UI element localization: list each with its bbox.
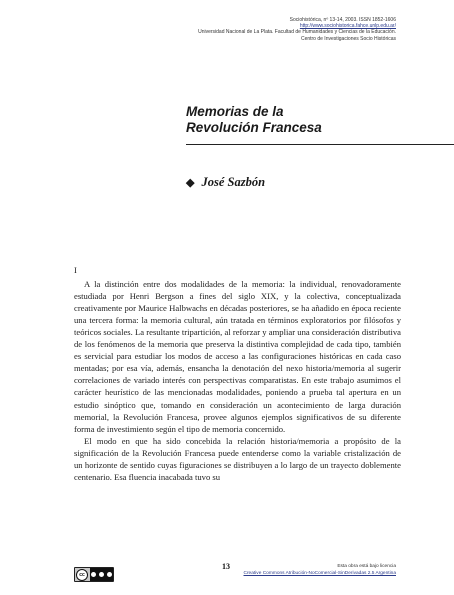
diamond-bullet-icon: ◆	[186, 177, 195, 189]
license-intro: Esta obra está bajo licencia	[337, 564, 396, 569]
attribution-icon	[91, 572, 96, 577]
body-paragraph-1: A la distinción entre dos modalidades de la memoria: la individual, renovadoramente estudiada por Henri Bergson a fines del siglo XIX, y la colectiva, conceptualizada creativamente por Maurice Halbwachs en décadas posteriores, se ha añadido en época reciente una tercera forma: la memoria cultural, aún tratada en términos exploratorios por filósofos y teóricos sociales. La resultante tripartición, al reforzar y ampliar una consideración distributiva de los fenómenos de la memoria que preserva la distintiva complejidad de cada tipo, también es servicial para estudiar los modos de acceso a las configuraciones históricas en cada caso mentadas; por esa vía, además, ensancha la denotación del nexo historia/memoria al sugerir correlaciones de variado interés con perspectivas comparatistas. En este trabajo asumimos el carácter heurístico de las mencionadas modalidades, poniendo a prueba tal apertura en un estudio sinóptico que, tomando en consideración un acontecimiento de larga duración memorial, la Revolución Francesa, provee algunos ejemplos significativos de su diferente forma de investimiento según el tipo de memoria concernido.	[74, 279, 401, 434]
title-divider	[186, 144, 454, 145]
body-paragraph-2: El modo en que ha sido concebida la relación historia/memoria a propósito de la significación de la Revolución Francesa puede entenderse como la variable cristalización de un horizonte de sentido cuyas figuraciones se distribuyen a lo largo de un trayecto doblemente centenario. Esa fluencia inacabada tuvo su	[74, 435, 401, 482]
author-name: José Sazbón	[201, 175, 266, 189]
research-center-name: Centro de Investigaciones Socio Históricas	[300, 35, 396, 42]
cc-logo-icon	[76, 569, 88, 581]
article-body	[74, 264, 401, 483]
journal-citation: Sociohistórica, nº 13-14, 2003. ISSN 1852-1606	[289, 17, 396, 23]
section-number: I	[74, 265, 77, 275]
journal-url-link[interactable]: http://www.sociohistorica.fahce.unlp.edu.ar/	[299, 23, 396, 30]
noncommercial-icon	[99, 572, 104, 577]
author-byline	[186, 175, 265, 190]
license-notice	[196, 564, 396, 577]
article-title-line-2: Revolución Francesa	[186, 120, 322, 135]
noderivatives-icon	[107, 572, 112, 577]
license-conditions-icons	[90, 568, 113, 581]
article-title	[186, 104, 322, 136]
journal-header	[96, 17, 396, 42]
page-number: 13	[222, 562, 230, 571]
cc-logo-text: cc	[79, 571, 85, 578]
creative-commons-badge[interactable]	[74, 567, 114, 582]
license-link[interactable]: Creative Commons Atribución-NoComercial-SinDerivadas 2.5 Argentina	[243, 570, 396, 576]
article-title-line-1: Memorias de la	[186, 104, 284, 119]
institution-name: Universidad Nacional de La Plata. Facultad de Humanidades y Ciencias de la Educación.	[198, 29, 396, 36]
